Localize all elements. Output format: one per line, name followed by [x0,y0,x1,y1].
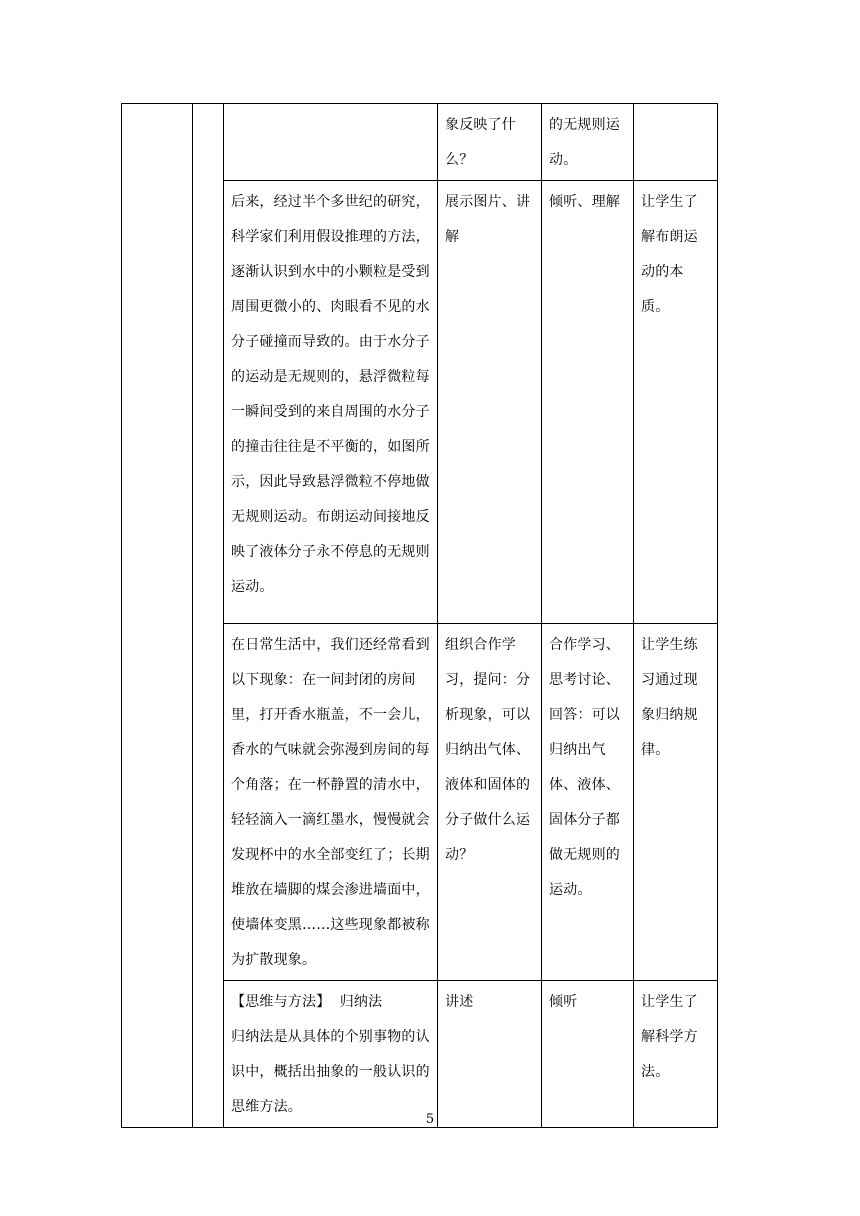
method-heading: 【思维与方法】 归纳法 [231,994,383,1010]
content-cell [224,181,438,624]
teacher-activity-cell: 象反映了什么？ [438,104,542,181]
student-activity-cell: 倾听 [542,981,634,1128]
content-paragraph: 归纳法是从具体的个别事物的认识中，概括出抽象的一般认识的思维方法。 [231,1029,430,1115]
student-activity-cell: 倾听、理解 [542,181,634,624]
content-paragraph: 在日常生活中，我们还经常看到以下现象：在一间封闭的房间里，打开香水瓶盖，不一会儿，香水的气味就会弥漫到房间的每个角落；在一杯静置的清水中，轻轻滴入一滴红墨水，慢慢就会发现杯中的水全部变红了；长期堆放在墙脚的煤会渗进墙面中，使墙体变黑……这些现象都被称为扩散现象。 [231,637,430,968]
content-cell [224,981,438,1128]
design-intent-cell [634,104,718,181]
content-cell [224,104,438,181]
lesson-plan-table [121,103,718,1128]
stage-column-cell [122,104,193,1128]
design-intent-cell: 让学生了解科学方法。 [634,981,718,1128]
teacher-activity-cell: 展示图片、讲解 [438,181,542,624]
table-row [122,104,718,181]
design-intent-cell: 让学生练习通过现象归纳规律。 [634,624,718,981]
student-activity-cell: 合作学习、思考讨论、回答：可以归纳出气体、液体、固体分子都做无规则的运动。 [542,624,634,981]
teacher-activity-cell: 讲述 [438,981,542,1128]
page-number: 5 [425,1112,435,1127]
section-column-cell [193,104,224,1128]
content-cell [224,624,438,981]
content-paragraph: 后来，经过半个多世纪的研究，科学家们利用假设推理的方法，逐渐认识到水中的小颗粒是受到周围更微小的、肉眼看不见的水分子碰撞而导致的。由于水分子的运动是无规则的，悬浮微粒每一瞬间受到的来自周围的水分子的撞击往往是不平衡的，如图所示，因此导致悬浮微粒不停地做无规则运动。布朗运动间接地反映了液体分子永不停息的无规则运动。 [231,194,430,595]
student-activity-cell: 的无规则运动。 [542,104,634,181]
design-intent-cell: 让学生了解布朗运动的本质。 [634,181,718,624]
teacher-activity-cell: 组织合作学习，提问：分析现象，可以归纳出气体、液体和固体的分子做什么运动？ [438,624,542,981]
